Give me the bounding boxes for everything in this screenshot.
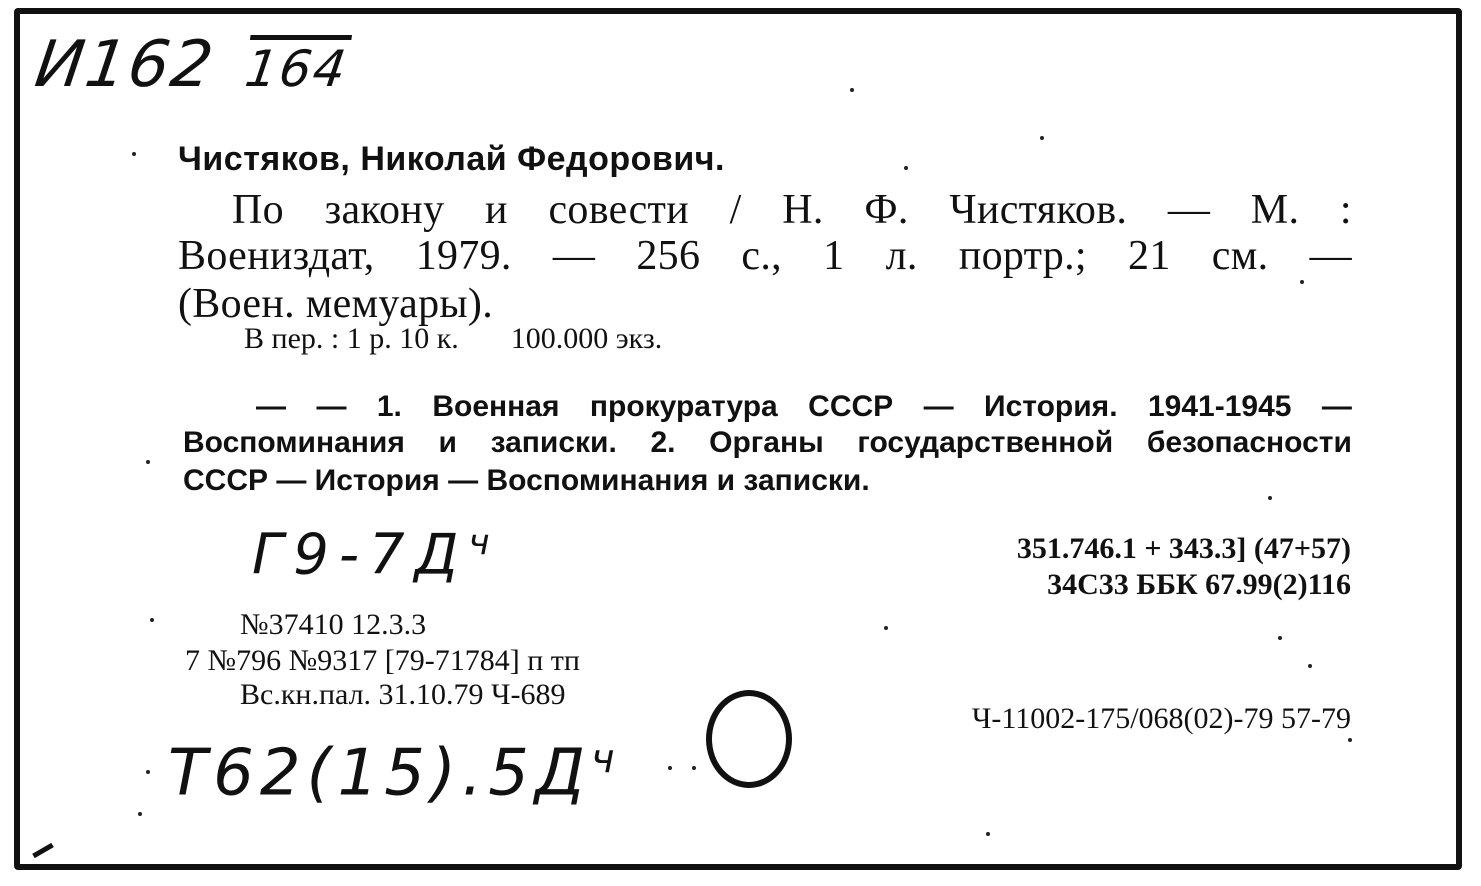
title-word: 1 bbox=[823, 233, 845, 279]
title-word: — bbox=[1167, 187, 1211, 233]
title-word: / bbox=[729, 187, 742, 233]
speck bbox=[1268, 496, 1272, 500]
classmark-sup: ч bbox=[468, 522, 500, 563]
subject-word: и bbox=[438, 426, 457, 459]
speck bbox=[138, 812, 142, 816]
speck bbox=[884, 626, 888, 630]
speck bbox=[150, 618, 154, 622]
subject-line-1 bbox=[256, 390, 1352, 424]
subject-word: — bbox=[923, 390, 954, 423]
subject-word: безопасности bbox=[1146, 426, 1352, 459]
bottom-classmark-sup: ч bbox=[590, 736, 621, 782]
speck bbox=[1040, 136, 1044, 140]
subject-word: СССР bbox=[808, 390, 894, 423]
price-line bbox=[244, 322, 662, 356]
card-number: №37410 12.3.3 bbox=[240, 608, 427, 641]
subject-word: 2. bbox=[650, 426, 676, 459]
title-word: и bbox=[485, 187, 508, 233]
bbk-code: 34С33 ББК 67.99(2)116 bbox=[1047, 568, 1351, 601]
title-word: л. bbox=[885, 233, 918, 279]
subject-word: 1941-1945 bbox=[1147, 390, 1292, 423]
subject-word: — bbox=[256, 390, 286, 423]
speck bbox=[692, 766, 696, 770]
title-word: По bbox=[232, 187, 284, 233]
subject-word: Военная bbox=[432, 390, 560, 423]
title-word: Ф. bbox=[864, 187, 909, 233]
subject-line-2 bbox=[183, 426, 1352, 460]
title-word: Н. bbox=[782, 187, 824, 233]
title-word: — bbox=[552, 233, 596, 279]
circle-mark bbox=[706, 690, 792, 788]
title-word: М. bbox=[1250, 187, 1300, 233]
subject-word: записки. bbox=[490, 426, 617, 459]
subject-word: — bbox=[1321, 390, 1352, 423]
title-word: 256 bbox=[636, 233, 701, 279]
handwritten-classmark bbox=[252, 522, 500, 588]
subject-word: 1. bbox=[376, 390, 402, 423]
speck bbox=[1308, 664, 1312, 668]
title-word: портр.; bbox=[958, 233, 1087, 279]
title-word: совести bbox=[548, 187, 689, 233]
title-line-1 bbox=[232, 186, 1352, 234]
shelfmark-suffix: 164 bbox=[241, 40, 352, 98]
subject-word: — bbox=[316, 390, 347, 423]
title-line-3: (Воен. мемуары). bbox=[178, 281, 494, 327]
title-word: закону bbox=[324, 187, 445, 233]
bottom-classmark-main: Т62(15).5Д bbox=[168, 736, 591, 811]
speck bbox=[1300, 280, 1304, 284]
subject-word: прокуратура bbox=[589, 390, 778, 423]
speck bbox=[146, 770, 150, 774]
speck bbox=[850, 88, 854, 92]
speck bbox=[146, 460, 150, 464]
title-word: — bbox=[1309, 233, 1352, 279]
price: В пер. : 1 р. 10 к. bbox=[244, 322, 459, 355]
title-word: 21 bbox=[1128, 233, 1171, 279]
subject-line-3: СССР — История — Воспоминания и записки. bbox=[183, 464, 870, 497]
title-word: см. bbox=[1211, 233, 1269, 279]
speck bbox=[132, 152, 136, 156]
publication-code: Ч-11002-175/068(02)-79 57-79 bbox=[971, 702, 1351, 735]
udc-code: 351.746.1 + 343.3] (47+57) bbox=[1016, 532, 1351, 565]
subject-word: История. bbox=[984, 390, 1118, 423]
title-word: : bbox=[1339, 187, 1352, 233]
author-heading: Чистяков, Николай Федорович. bbox=[178, 140, 725, 178]
subject-word: Воспоминания bbox=[183, 426, 405, 459]
subject-word: Органы bbox=[709, 426, 824, 459]
title-word: 1979. bbox=[415, 233, 512, 279]
handwritten-bottom-classmark bbox=[168, 736, 621, 810]
speck bbox=[904, 166, 908, 170]
copies: 100.000 экз. bbox=[510, 322, 663, 355]
speck bbox=[1278, 636, 1282, 640]
handwritten-shelfmark bbox=[31, 28, 353, 102]
speck bbox=[1348, 738, 1352, 742]
shelfmark-main: И162 bbox=[30, 28, 220, 102]
registration-numbers: 7 №796 №9317 [79-71784] п тп bbox=[185, 644, 580, 677]
title-line-2 bbox=[178, 232, 1352, 280]
subject-word: государственной bbox=[857, 426, 1114, 459]
title-word: Воениздат, bbox=[178, 233, 375, 279]
speck bbox=[668, 766, 672, 770]
title-word: Чистяков. bbox=[949, 187, 1128, 233]
book-chamber-record: Вс.кн.пал. 31.10.79 Ч-689 bbox=[240, 678, 566, 711]
title-word: с., bbox=[741, 233, 782, 279]
speck bbox=[986, 832, 990, 836]
classmark-main: Г9-7Д bbox=[252, 522, 469, 588]
